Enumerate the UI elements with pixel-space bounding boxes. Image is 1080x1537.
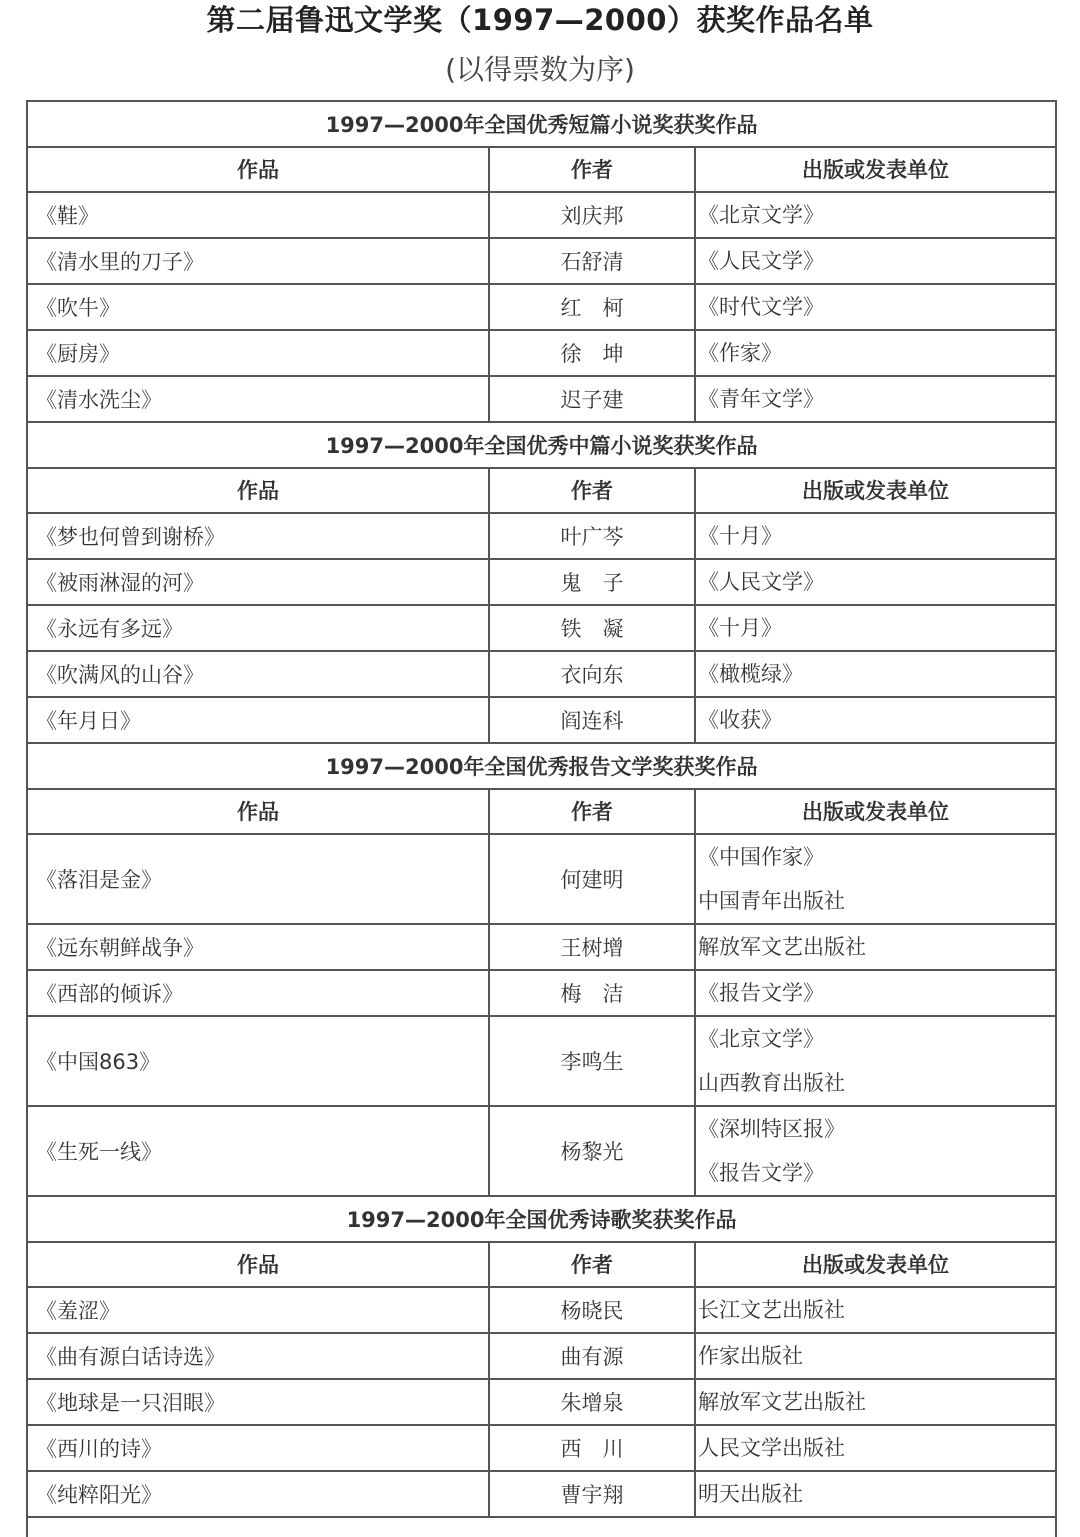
publisher-cell <box>695 376 1056 422</box>
header-publisher: 出版或发表单位 <box>695 789 1056 835</box>
publisher-cell <box>695 192 1056 238</box>
header-author: 作者 <box>489 147 695 193</box>
awards-table-body <box>27 101 1056 1537</box>
header-publisher: 出版或发表单位 <box>695 147 1056 193</box>
header-author: 作者 <box>489 1242 695 1288</box>
publisher-name: 作家出版社 <box>698 1344 803 1368</box>
table-row <box>27 1379 1056 1425</box>
publisher-cell <box>695 924 1056 970</box>
publisher-name: 《收获》 <box>698 708 782 732</box>
publisher-name: 《作家》 <box>698 341 782 365</box>
publisher-cell <box>695 1016 1056 1106</box>
publisher-name: 《深圳特区报》 <box>698 1117 845 1141</box>
publisher-name: 《青年文学》 <box>698 387 824 411</box>
work-title: 《清水洗尘》 <box>27 376 489 422</box>
author-name: 鬼 子 <box>489 559 695 605</box>
work-title: 《地球是一只泪眼》 <box>27 1379 489 1425</box>
table-row <box>27 192 1056 238</box>
publisher-cell <box>695 834 1056 924</box>
work-title: 《鞋》 <box>27 192 489 238</box>
publisher-cell <box>695 605 1056 651</box>
author-name: 李鸣生 <box>489 1016 695 1106</box>
publisher-name: 长江文艺出版社 <box>698 1298 845 1322</box>
header-work: 作品 <box>27 1242 489 1288</box>
table-row <box>27 284 1056 330</box>
work-title: 《纯粹阳光》 <box>27 1471 489 1517</box>
column-header-row <box>27 147 1056 193</box>
work-title: 《西部的倾诉》 <box>27 970 489 1016</box>
author-name: 何建明 <box>489 834 695 924</box>
publisher-name: 《北京文学》 <box>698 1027 824 1051</box>
work-title: 《西川的诗》 <box>27 1425 489 1471</box>
column-header-row <box>27 789 1056 835</box>
publisher-name: 《报告文学》 <box>698 981 824 1005</box>
table-row <box>27 1016 1056 1106</box>
author-name: 铁 凝 <box>489 605 695 651</box>
work-title: 《吹牛》 <box>27 284 489 330</box>
header-work: 作品 <box>27 468 489 514</box>
publisher-cell <box>695 970 1056 1016</box>
publisher-cell <box>695 651 1056 697</box>
publisher-name: 《人民文学》 <box>698 570 824 594</box>
publisher-cell <box>695 1379 1056 1425</box>
work-title: 《年月日》 <box>27 697 489 743</box>
table-row <box>27 238 1056 284</box>
publisher-cell <box>695 559 1056 605</box>
section-title: 1997—2000年全国优秀短篇小说奖获奖作品 <box>27 101 1056 147</box>
author-name: 石舒清 <box>489 238 695 284</box>
table-row <box>27 970 1056 1016</box>
author-name: 梅 洁 <box>489 970 695 1016</box>
header-publisher: 出版或发表单位 <box>695 1242 1056 1288</box>
author-name: 杨晓民 <box>489 1287 695 1333</box>
table-row <box>27 1471 1056 1517</box>
page-title: 第二届鲁迅文学奖（1997—2000）获奖作品名单 <box>206 3 874 37</box>
publisher-cell <box>695 1471 1056 1517</box>
work-title: 《清水里的刀子》 <box>27 238 489 284</box>
section-title-row <box>27 101 1056 147</box>
publisher-name: 《人民文学》 <box>698 249 824 273</box>
awards-table <box>26 100 1057 1537</box>
publisher-cell <box>695 330 1056 376</box>
author-name: 徐 坤 <box>489 330 695 376</box>
section-title-row <box>27 1196 1056 1242</box>
publisher-name: 人民文学出版社 <box>698 1436 845 1460</box>
author-name: 迟子建 <box>489 376 695 422</box>
publisher-name: 《十月》 <box>698 524 782 548</box>
publisher-name: 《中国作家》 <box>698 845 824 869</box>
author-name: 衣向东 <box>489 651 695 697</box>
publisher-cell <box>695 1106 1056 1196</box>
publisher-name: 《报告文学》 <box>698 1161 824 1185</box>
work-title: 《落泪是金》 <box>27 834 489 924</box>
author-name: 杨黎光 <box>489 1106 695 1196</box>
table-continuation-cell <box>27 1517 1056 1537</box>
page-subtitle: (以得票数为序) <box>445 53 635 86</box>
table-row <box>27 559 1056 605</box>
author-name: 曹宇翔 <box>489 1471 695 1517</box>
work-title: 《被雨淋湿的河》 <box>27 559 489 605</box>
author-name: 阎连科 <box>489 697 695 743</box>
header-author: 作者 <box>489 789 695 835</box>
publisher-name: 解放军文艺出版社 <box>698 1390 866 1414</box>
author-name: 西 川 <box>489 1425 695 1471</box>
author-name: 叶广芩 <box>489 513 695 559</box>
section-title-row <box>27 422 1056 468</box>
table-row <box>27 605 1056 651</box>
table-row <box>27 513 1056 559</box>
work-title: 《厨房》 <box>27 330 489 376</box>
publisher-name: 《时代文学》 <box>698 295 824 319</box>
section-title: 1997—2000年全国优秀报告文学奖获奖作品 <box>27 743 1056 789</box>
work-title: 《永远有多远》 <box>27 605 489 651</box>
table-row <box>27 1425 1056 1471</box>
table-row <box>27 697 1056 743</box>
header-publisher: 出版或发表单位 <box>695 468 1056 514</box>
table-row <box>27 376 1056 422</box>
table-row <box>27 1287 1056 1333</box>
author-name: 王树增 <box>489 924 695 970</box>
work-title: 《梦也何曾到谢桥》 <box>27 513 489 559</box>
table-row <box>27 834 1056 924</box>
work-title: 《生死一线》 <box>27 1106 489 1196</box>
publisher-cell <box>695 284 1056 330</box>
publisher-name: 解放军文艺出版社 <box>698 935 866 959</box>
publisher-name: 《十月》 <box>698 616 782 640</box>
publisher-cell <box>695 513 1056 559</box>
work-title: 《羞涩》 <box>27 1287 489 1333</box>
table-continuation-row <box>27 1517 1056 1537</box>
column-header-row <box>27 468 1056 514</box>
author-name: 曲有源 <box>489 1333 695 1379</box>
section-title: 1997—2000年全国优秀诗歌奖获奖作品 <box>27 1196 1056 1242</box>
column-header-row <box>27 1242 1056 1288</box>
section-title-row <box>27 743 1056 789</box>
publisher-name: 《橄榄绿》 <box>698 662 803 686</box>
work-title: 《曲有源白话诗选》 <box>27 1333 489 1379</box>
table-row <box>27 330 1056 376</box>
author-name: 朱增泉 <box>489 1379 695 1425</box>
publisher-name: 中国青年出版社 <box>698 889 845 913</box>
work-title: 《吹满风的山谷》 <box>27 651 489 697</box>
header-work: 作品 <box>27 147 489 193</box>
publisher-cell <box>695 1333 1056 1379</box>
table-row <box>27 924 1056 970</box>
header-author: 作者 <box>489 468 695 514</box>
header-work: 作品 <box>27 789 489 835</box>
work-title: 《中国863》 <box>27 1016 489 1106</box>
publisher-cell <box>695 1425 1056 1471</box>
publisher-cell <box>695 238 1056 284</box>
table-row <box>27 651 1056 697</box>
author-name: 刘庆邦 <box>489 192 695 238</box>
publisher-name: 山西教育出版社 <box>698 1071 845 1095</box>
table-row <box>27 1106 1056 1196</box>
table-row <box>27 1333 1056 1379</box>
publisher-cell <box>695 1287 1056 1333</box>
publisher-cell <box>695 697 1056 743</box>
work-title: 《远东朝鲜战争》 <box>27 924 489 970</box>
section-title: 1997—2000年全国优秀中篇小说奖获奖作品 <box>27 422 1056 468</box>
publisher-name: 明天出版社 <box>698 1482 803 1506</box>
author-name: 红 柯 <box>489 284 695 330</box>
publisher-name: 《北京文学》 <box>698 203 824 227</box>
